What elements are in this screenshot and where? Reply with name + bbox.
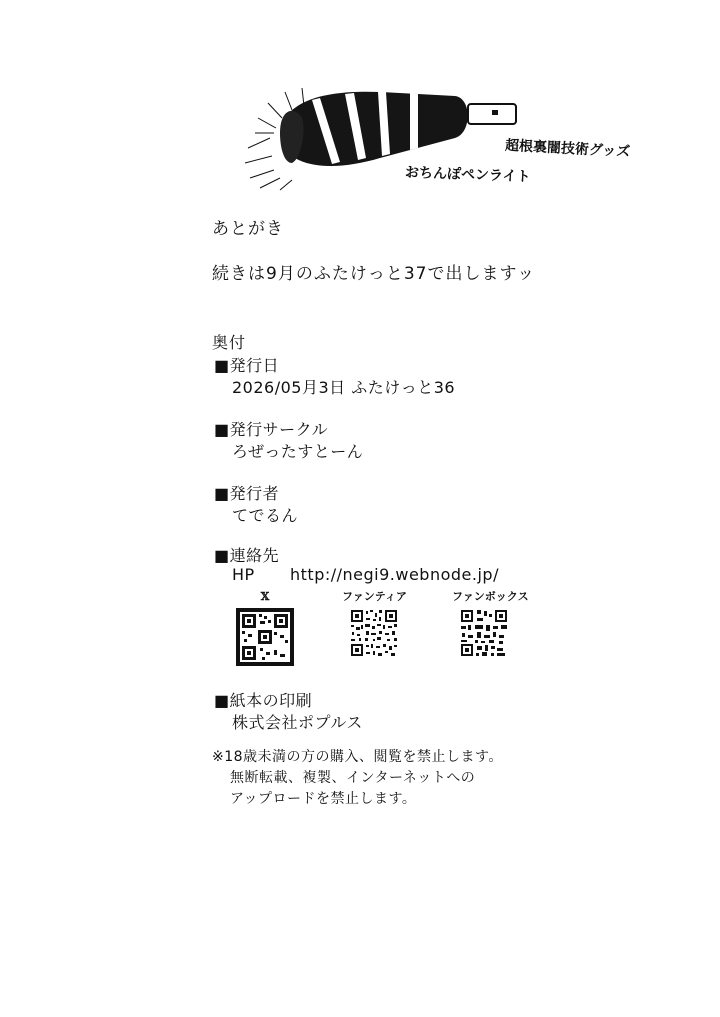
publisher-circle-section xyxy=(214,417,363,461)
publish-date-section xyxy=(214,353,455,397)
illustration-caption: おちんぽペンライト xyxy=(404,164,531,186)
printing-section xyxy=(214,688,363,732)
afterword-body: 続きは9月のふたけっと37で出しますッ xyxy=(212,264,536,284)
notice-line: アップロードを禁止します。 xyxy=(230,791,417,807)
qr-fantia xyxy=(342,586,406,658)
section-heading: ■発行サークル xyxy=(214,420,329,439)
fanbox-label: ファンボックス xyxy=(452,590,529,603)
section-heading: ■発行者 xyxy=(214,484,280,503)
qr-code-icon[interactable] xyxy=(349,608,399,658)
illustration-caption: 超根裏闇技術グッズ xyxy=(504,137,631,161)
fantia-label: ファンティア xyxy=(342,590,407,603)
qr-x xyxy=(236,586,294,666)
notice-line: 無断転載、複製、インターネットへの xyxy=(230,770,476,786)
qr-code-icon[interactable] xyxy=(459,608,509,658)
section-heading: ■連絡先 xyxy=(214,546,280,565)
notice-line: ※18歳未満の方の購入、閲覧を禁止します。 xyxy=(212,749,503,765)
qr-fanbox xyxy=(452,586,529,658)
qr-code-icon[interactable] xyxy=(236,608,294,666)
section-value: ろぜったすとーん xyxy=(232,442,364,461)
section-heading: ■発行日 xyxy=(214,356,280,375)
section-value: てでるん xyxy=(232,506,299,525)
section-heading: ■紙本の印刷 xyxy=(214,691,313,710)
afterword-heading: あとがき xyxy=(212,219,284,239)
section-value: 株式会社ポプルス xyxy=(232,713,363,732)
section-value: 2026/05月3日 ふたけっと36 xyxy=(232,378,456,397)
homepage-link[interactable]: http://negi9.webnode.jp/ xyxy=(290,565,499,584)
homepage-line xyxy=(214,565,499,587)
hp-label: HP xyxy=(232,565,255,584)
x-logo-icon: 𝕏 xyxy=(260,590,270,603)
colophon-title: 奥付 xyxy=(212,333,247,352)
contact-section xyxy=(214,543,499,587)
publisher-section xyxy=(214,481,298,525)
legal-notice xyxy=(212,747,503,810)
